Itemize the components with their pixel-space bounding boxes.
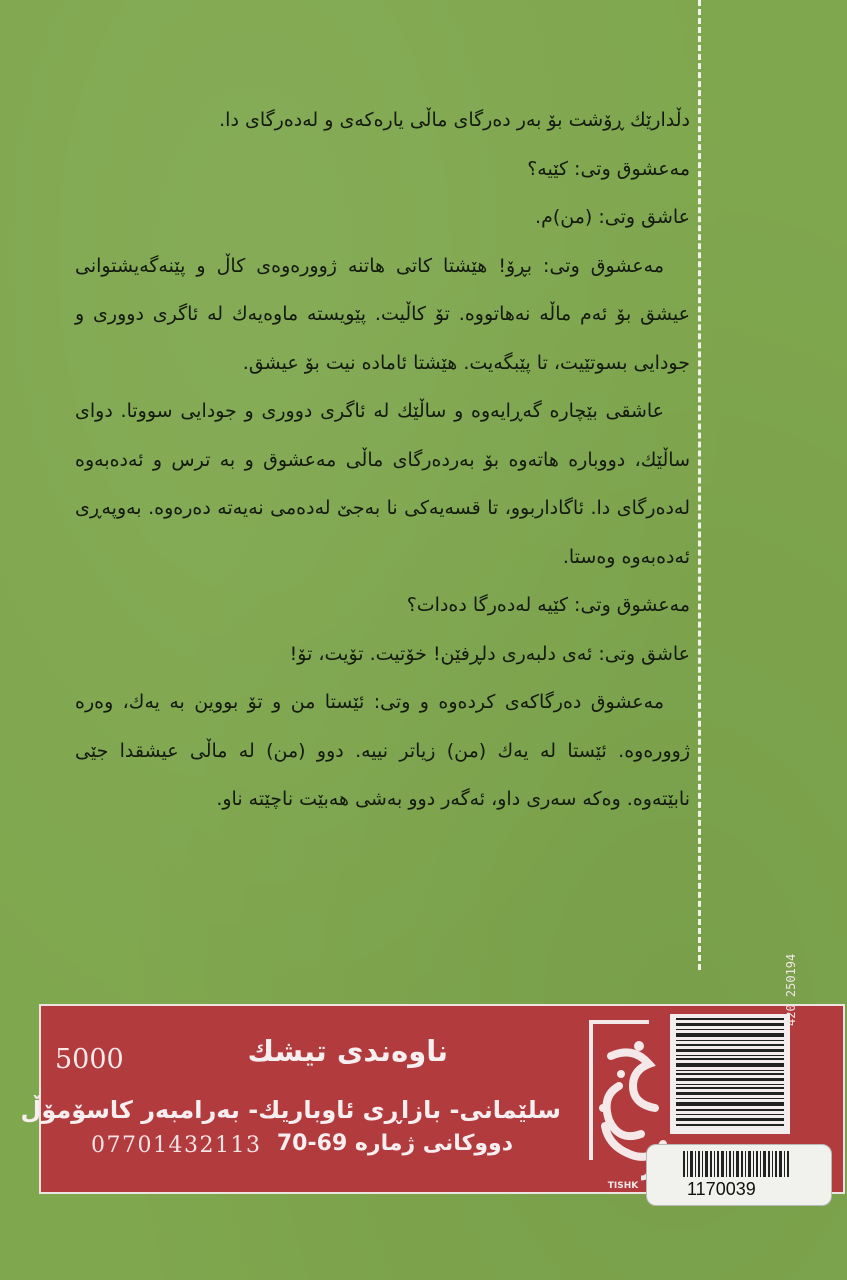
logo-caption: TISHK	[607, 1181, 639, 1191]
barcode-number: 420 250194	[784, 953, 798, 1026]
price-sticker	[646, 1144, 832, 1206]
story-text	[75, 96, 690, 824]
sticker-number: 1170039	[687, 1179, 756, 1199]
story-paragraph-2: مەعشوق وتی: کێیە؟	[527, 157, 690, 180]
story-paragraph-6: مەعشوق وتی: کێیە لەدەرگا دەدات؟	[406, 594, 690, 616]
shop-number: دووکانی ژمارە 69-70	[276, 1131, 513, 1156]
story-paragraph-1: دڵدارێك ڕۆشت بۆ بەر دەرگای ماڵی یارەکەی و لەدەرگای دا.	[219, 109, 690, 131]
story-paragraph-8: مەعشوق دەرگاکەی کردەوە و وتی: ئێستا من و تۆ بووین بە یەك، وەرە ژوورەوە. ئێستا لە یەك (من) زیاتر نییە. دوو (من) لە ماڵی عیشقدا جێی نابێتەوە. وەکە سەری داو، ئەگەر دوو بەشی هەبێت ناچێتە ناو.	[75, 691, 690, 810]
publisher-address: سلێمانی- بازاڕی ئاوباریك- بەرامبەر کاسۆمۆڵ	[20, 1096, 561, 1124]
story-paragraph-7: عاشق وتی: ئەی دلبەری دلڕفێن! خۆتیت. تۆیت، تۆ!	[289, 642, 690, 665]
price: 5000	[55, 1044, 124, 1075]
sticker-barcode	[683, 1151, 793, 1177]
isbn-barcode	[670, 1014, 790, 1134]
publisher-name: ناوەندی تیشك	[247, 1034, 448, 1068]
story-paragraph-3: عاشق وتی: (من)م.	[535, 206, 690, 228]
story-paragraph-4: مەعشوق وتی: بڕۆ! هێشتا کاتی هاتنە ژوورەوەی کاڵ و پێنەگەیشتوانی عیشق بۆ ئەم ماڵە نەهاتووە. تۆ کاڵیت. پێویستە ماوەیەك لە ئاگری دووری و جودایی بسوتێیت، تا پێبگەیت. هێشتا ئامادە نیت بۆ عیشق.	[75, 254, 690, 374]
fold-dashed-line	[698, 0, 701, 970]
story-paragraph-5: عاشقی بێچارە گەڕایەوە و ساڵێك لە ئاگری دووری و جودایی سووتا. دوای ساڵێك، دووبارە هاتەوە بۆ بەردەرگای ماڵی مەعشوق و بە ترس و ئەدەبەوە لەدەرگای دا. ئاگاداربوو، تا قسەیەکی نا بەجێ لەدەمی نەیەتە دەرەوە. بەوپەڕی ئەدەبەوە وەستا.	[75, 400, 690, 568]
phone-number: 07701432113	[91, 1133, 262, 1158]
